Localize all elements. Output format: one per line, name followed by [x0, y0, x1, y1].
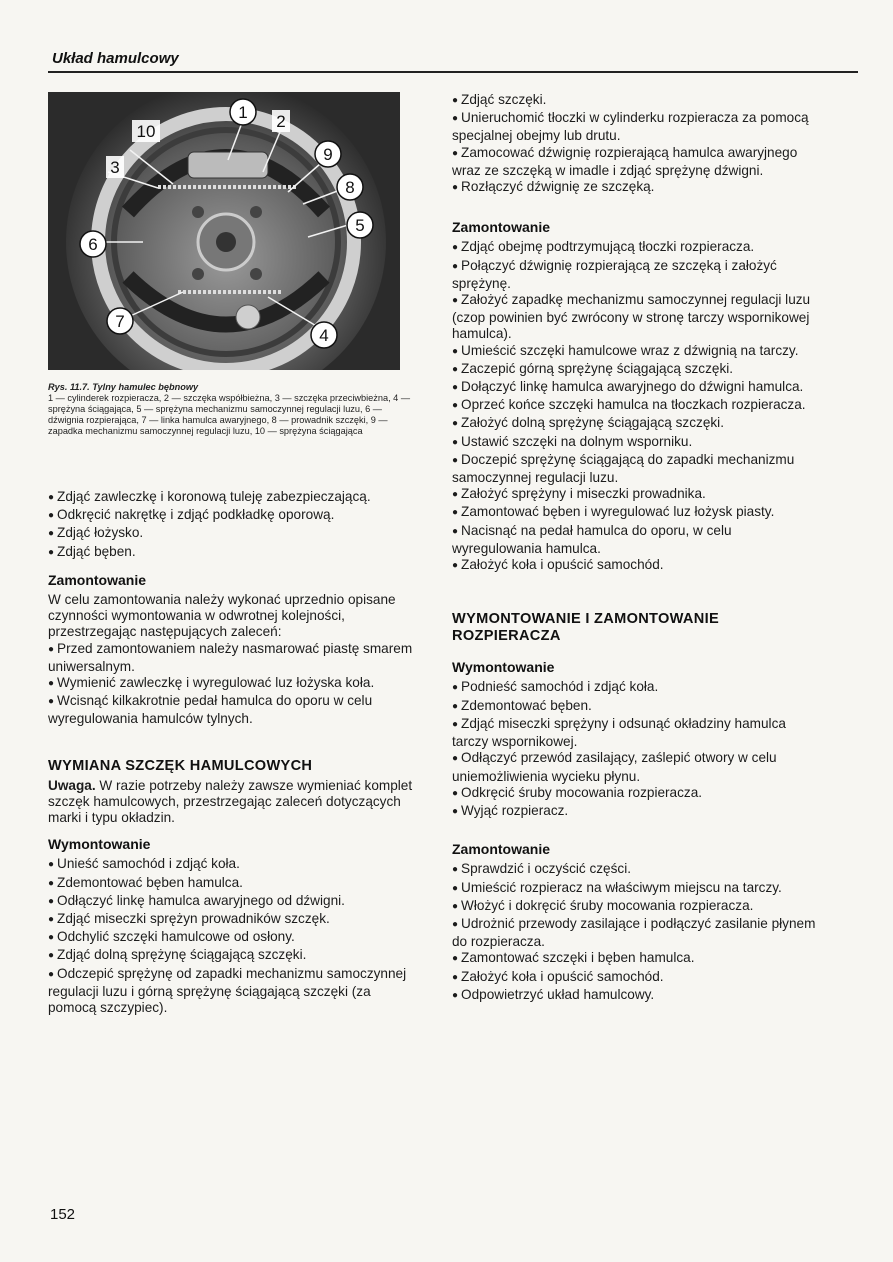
list-item: ● Odpowietrzyć układ hamulcowy.	[452, 987, 818, 1005]
list-item: ● Nacisnąć na pedał hamulca do oporu, w celu wyregulowania hamulca.	[452, 523, 818, 557]
list-item: ● Założyć dolną sprężynę ściągającą szczęki.	[452, 415, 818, 433]
callout-7	[107, 308, 133, 334]
callout-2	[272, 110, 290, 132]
callout-9	[315, 141, 341, 167]
list-item: ● Zamocować dźwignię rozpierającą hamulca awaryjnego wraz ze szczęką w imadle i zdjąć sprężynę dźwigni.	[452, 145, 818, 179]
list-item: ● Zdemontować bęben.	[452, 698, 818, 716]
figure-caption-legend: 1 — cylinderek rozpieracza, 2 — szczęka współbieżna, 3 — szczęka przeciwbieżna, 4 — sprężyna ściągająca, 5 — sprężyna mechanizmu samoczynnej regulacji luzu, 6 — dźwignia rozpierająca, 7 — linka hamulca awaryjnego, 8 — prowadnik szczęki, 9 — zapadka mechanizmu samoczynnej regulacji luzu, 10 — sprężyna ściągająca	[48, 393, 411, 436]
list-item: ● Dołączyć linkę hamulca awaryjnego do dźwigni hamulca.	[452, 379, 818, 397]
svg-text:9: 9	[323, 145, 333, 164]
list-item: ● Założyć koła i opuścić samochód.	[452, 969, 818, 987]
left-column	[48, 92, 413, 1016]
list-item: ● Unieść samochód i zdjąć koła.	[48, 856, 413, 874]
list-item: ● Wyjąć rozpieracz.	[452, 803, 818, 821]
subheading-mount2-right: Zamontowanie	[452, 841, 551, 858]
svg-text:7: 7	[115, 312, 125, 331]
callout-6	[80, 231, 106, 257]
list-item: ● Zdjąć dolną sprężynę ściągającą szczęki.	[48, 947, 413, 965]
callout-3	[106, 156, 124, 178]
list-item: ● Wymienić zawleczkę i wyregulować luz łożyska koła.	[48, 675, 413, 693]
callout-8	[337, 174, 363, 200]
list-item: ● Założyć koła i opuścić samochód.	[452, 557, 818, 575]
section-heading-expander: WYMONTOWANIE I ZAMONTOWANIE ROZPIERACZA	[452, 611, 719, 645]
list-item: ● Odkręcić nakrętkę i zdjąć podkładkę oporową.	[48, 507, 413, 525]
list-item: ● Udrożnić przewody zasilające i podłączyć zasilanie płynem do rozpieracza.	[452, 916, 818, 950]
list-item: ● Zaczepić górną sprężynę ściągającą szczęki.	[452, 361, 818, 379]
list-item: ● Zdjąć miseczki sprężyn prowadników szczęk.	[48, 911, 413, 929]
callout-4	[311, 322, 337, 348]
subheading-mount-right: Zamontowanie	[452, 219, 551, 236]
list-item: ● Wcisnąć kilkakrotnie pedał hamulca do oporu w celu wyregulowania hamulców tylnych.	[48, 693, 413, 727]
list-item: ● Zdjąć bęben.	[48, 544, 413, 562]
svg-text:8: 8	[345, 178, 355, 197]
note-text: W razie potrzeby należy zawsze wymieniać komplet szczęk hamulcowych, przestrzegając zaleceń dotyczących marki i typu okładzin.	[48, 777, 413, 826]
left-mount-steps	[48, 641, 413, 728]
list-item: ● Odchylić szczęki hamulcowe od osłony.	[48, 929, 413, 947]
subheading-removal-right: Wymontowanie	[452, 659, 555, 676]
note-paragraph	[48, 778, 413, 827]
list-item: ● Oprzeć końce szczęki hamulca na tłoczkach rozpieracza.	[452, 397, 818, 415]
left-steps-top	[48, 489, 413, 562]
list-item: ● Unieruchomić tłoczki w cylinderku rozpieracza za pomocą specjalnej obejmy lub drutu.	[452, 110, 818, 144]
right-removal-steps	[452, 679, 818, 821]
subheading-removal: Wymontowanie	[48, 836, 151, 853]
list-item: ● Zdjąć zawleczkę i koronową tuleję zabezpieczającą.	[48, 489, 413, 507]
list-item: ● Zdjąć szczęki.	[452, 92, 818, 110]
list-item: ● Zamontować szczęki i bęben hamulca.	[452, 950, 818, 968]
list-item: ● Doczepić sprężynę ściągającą do zapadki mechanizmu samoczynnej regulacji luzu.	[452, 452, 818, 486]
list-item: ● Przed zamontowaniem należy nasmarować piastę smarem uniwersalnym.	[48, 641, 413, 675]
brake-drum-illustration	[48, 92, 400, 370]
running-header: Układ hamulcowy	[52, 50, 179, 67]
list-item: ● Podnieść samochód i zdjąć koła.	[452, 679, 818, 697]
list-item: ● Założyć sprężyny i miseczki prowadnika.	[452, 486, 818, 504]
svg-text:5: 5	[355, 216, 365, 235]
right-column	[452, 92, 818, 1005]
list-item: ● Zdjąć obejmę podtrzymującą tłoczki rozpieracza.	[452, 239, 818, 257]
list-item: ● Odczepić sprężynę od zapadki mechanizmu samoczynnej regulacji luzu i górną sprężynę ściągającą szczęki (za pomocą szczypiec).	[48, 966, 413, 1017]
right-mount-steps	[452, 239, 818, 575]
callout-1	[230, 99, 256, 125]
list-item: ● Umieścić szczęki hamulcowe wraz z dźwignią na tarczy.	[452, 343, 818, 361]
svg-text:6: 6	[88, 235, 98, 254]
right-mount2-steps	[452, 861, 818, 1005]
list-item: ● Rozłączyć dźwignię ze szczęką.	[452, 179, 818, 197]
svg-text:3: 3	[110, 158, 120, 177]
header-divider	[48, 71, 858, 73]
brake-drum-photo	[48, 92, 400, 370]
list-item: ● Zdjąć miseczki sprężyny i odsunąć okładziny hamulca tarczy wspornikowej.	[452, 716, 818, 750]
list-item: ● Zdemontować bęben hamulca.	[48, 875, 413, 893]
note-label: Uwaga.	[48, 777, 96, 793]
section-heading-shoes: WYMIANA SZCZĘK HAMULCOWYCH	[48, 757, 313, 774]
callout-5	[347, 212, 373, 238]
right-steps-top	[452, 92, 818, 197]
list-item: ● Zdjąć łożysko.	[48, 525, 413, 543]
list-item: ● Założyć zapadkę mechanizmu samoczynnej regulacji luzu (czop powinien być zwrócony w stronę tarczy wspornikowej hamulca).	[452, 292, 818, 343]
list-item: ● Umieścić rozpieracz na właściwym miejscu na tarczy.	[452, 880, 818, 898]
list-item: ● Włożyć i dokręcić śruby mocowania rozpieracza.	[452, 898, 818, 916]
list-item: ● Ustawić szczęki na dolnym wsporniku.	[452, 434, 818, 452]
svg-text:2: 2	[276, 112, 286, 131]
svg-text:4: 4	[319, 326, 329, 345]
list-item: ● Odłączyć przewód zasilający, zaślepić otwory w celu uniemożliwienia wycieku płynu.	[452, 750, 818, 784]
list-item: ● Zamontować bęben i wyregulować luz łożysk piasty.	[452, 504, 818, 522]
mount-intro: W celu zamontowania należy wykonać uprzednio opisane czynności wymontowania w odwrotnej kolejności, przestrzegając następujących zaleceń:	[48, 592, 396, 640]
list-item: ● Odkręcić śruby mocowania rozpieracza.	[452, 785, 818, 803]
list-item: ● Połączyć dźwignię rozpierającą ze szczęką i założyć sprężynę.	[452, 258, 818, 292]
list-item: ● Sprawdzić i oczyścić części.	[452, 861, 818, 879]
svg-text:10: 10	[136, 122, 156, 141]
list-item: ● Odłączyć linkę hamulca awaryjnego od dźwigni.	[48, 893, 413, 911]
page-number: 152	[50, 1206, 76, 1223]
subheading-mount: Zamontowanie	[48, 571, 147, 588]
left-removal-steps	[48, 856, 413, 1016]
figure-caption-title: Rys. 11.7. Tylny hamulec bębnowy	[48, 382, 199, 392]
callout-10	[132, 120, 160, 142]
svg-text:1: 1	[238, 103, 248, 122]
figure-caption	[48, 382, 413, 437]
